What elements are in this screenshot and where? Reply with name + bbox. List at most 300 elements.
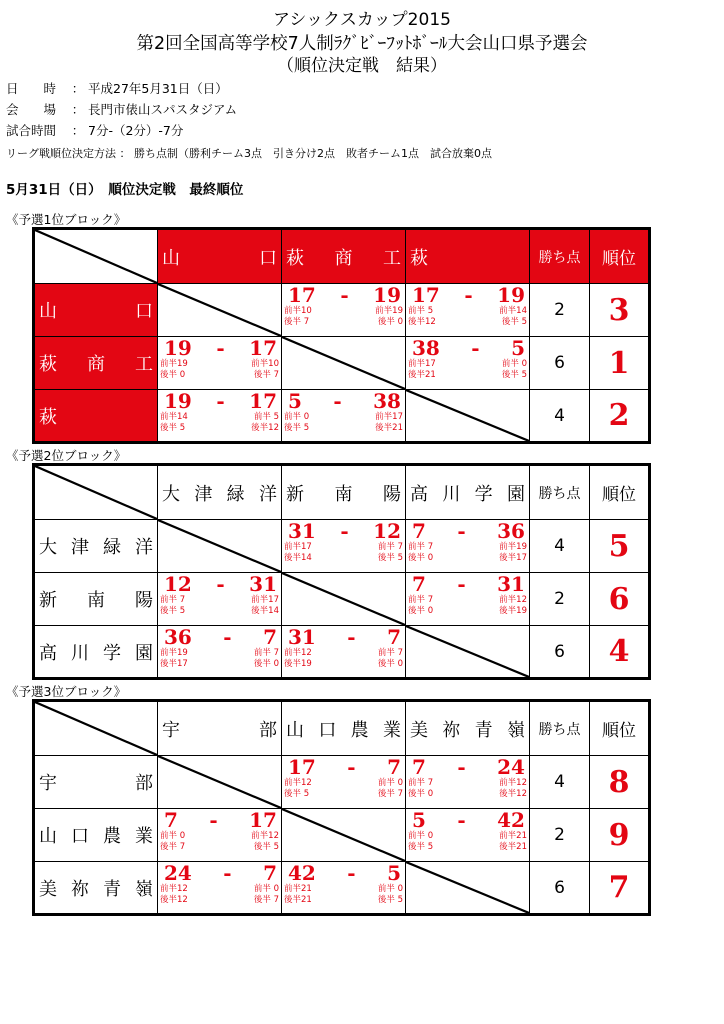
header-team-name: [282, 244, 405, 270]
self-match-cell: [282, 809, 406, 862]
second-half-against: 後半 7: [253, 370, 279, 380]
score-dash: -: [464, 283, 473, 307]
score-for: 36: [164, 625, 192, 649]
second-half-for: 後半 0: [408, 606, 434, 616]
header-team: [282, 701, 406, 756]
diagonal-line: [158, 284, 281, 336]
row-team: [34, 756, 158, 809]
table-row: [34, 284, 650, 337]
score-dash: -: [347, 625, 356, 649]
match-score: [158, 337, 282, 390]
info-venue-value: 長門市俵山スパスタジアム: [88, 102, 238, 117]
rank-value: 9: [590, 809, 650, 862]
score-line: [158, 337, 281, 359]
self-match-cell: [158, 284, 282, 337]
title-line-2: 第2回全国高等学校7人制ﾗｸﾞﾋﾞｰﾌｯﾄﾎﾞｰﾙ大会山口県予選会: [136, 34, 588, 54]
row-team-name: [35, 769, 157, 795]
score-against: 38: [373, 389, 401, 413]
first-half-line: [282, 306, 405, 317]
row-team-name: [35, 403, 157, 429]
score-line: [158, 862, 281, 884]
first-half-against: 前半 0: [377, 884, 403, 894]
first-half-for: 前半17: [408, 359, 436, 369]
score-line: [282, 390, 405, 412]
block-label: 《予選1位ブロック》: [6, 212, 127, 227]
second-half-for: 後半 7: [160, 842, 186, 852]
first-half-line: [282, 778, 405, 789]
header-team-char: 青: [474, 719, 493, 741]
rank-header: 順位: [590, 229, 650, 284]
first-half-line: [158, 412, 281, 423]
second-half-against: 後半14: [251, 606, 279, 616]
points-header: 勝ち点: [530, 701, 590, 756]
score-dash: -: [457, 572, 466, 596]
first-half-for: 前半19: [160, 359, 188, 369]
row-team: [34, 520, 158, 573]
second-half-against: 後半 5: [501, 370, 527, 380]
first-half-line: [406, 831, 529, 842]
header-team: [282, 465, 406, 520]
second-half-line: [158, 606, 281, 617]
second-half-line: [282, 659, 405, 670]
header-team-char: 山: [286, 719, 304, 741]
score-dash: -: [223, 861, 232, 885]
diagonal-line: [282, 809, 405, 861]
info-date-value: 平成27年5月31日（日）: [88, 81, 228, 96]
second-half-line: [406, 317, 529, 328]
score-against: 36: [497, 519, 525, 543]
score-line: [282, 284, 405, 306]
row-team-char: 農: [103, 826, 121, 847]
diagonal-line: [158, 756, 281, 808]
first-half-against: 前半19: [375, 306, 403, 316]
first-half-for: 前半 0: [408, 831, 434, 841]
row-team-char: 新: [39, 590, 57, 611]
first-half-for: 前半10: [284, 306, 312, 316]
first-half-for: 前半19: [160, 648, 188, 658]
match-score: [406, 520, 530, 573]
header-team: [406, 701, 530, 756]
header-team-char: 萩: [286, 247, 304, 269]
first-half-line: [406, 778, 529, 789]
first-half-for: 前半 7: [408, 595, 434, 605]
header-team-char: 新: [286, 483, 304, 505]
points-value: 4: [530, 520, 590, 573]
score-against: 31: [497, 572, 525, 596]
score-for: 38: [412, 336, 440, 360]
second-half-for: 後半21: [284, 895, 312, 905]
standings-table: [32, 227, 651, 444]
first-half-against: 前半 0: [377, 778, 403, 788]
diagonal-line: [406, 862, 529, 913]
second-half-against: 後半21: [375, 423, 403, 433]
match-score: [282, 626, 406, 679]
header-team-char: 業: [382, 719, 401, 741]
second-half-for: 後半 0: [408, 789, 434, 799]
table-row: [34, 390, 650, 443]
first-half-against: 前半 7: [377, 648, 403, 658]
score-for: 17: [412, 283, 440, 307]
info-time-value: 7分-（2分）-7分: [88, 123, 184, 138]
first-half-against: 前半 0: [253, 884, 279, 894]
row-team-char: 口: [135, 301, 153, 322]
first-half-line: [158, 595, 281, 606]
second-half-line: [406, 606, 529, 617]
first-half-for: 前半 7: [408, 778, 434, 788]
score-for: 7: [412, 519, 426, 543]
second-half-against: 後半 0: [377, 659, 403, 669]
match-score: [158, 626, 282, 679]
score-against: 17: [249, 336, 277, 360]
score-for: 19: [164, 389, 192, 413]
first-half-against: 前半17: [375, 412, 403, 422]
first-half-for: 前半12: [284, 648, 312, 658]
second-half-line: [158, 423, 281, 434]
header-team-char: 大: [162, 483, 180, 505]
score-line: [282, 626, 405, 648]
first-half-line: [406, 306, 529, 317]
header-team-char: 高: [410, 483, 428, 505]
info-date-key: 日 時: [6, 81, 57, 96]
self-match-cell: [406, 390, 530, 443]
score-for: 5: [288, 389, 302, 413]
first-half-line: [282, 412, 405, 423]
second-half-against: 後半 5: [253, 842, 279, 852]
score-line: [158, 573, 281, 595]
second-half-for: 後半14: [284, 553, 312, 563]
self-match-cell: [406, 862, 530, 915]
score-dash: -: [216, 336, 225, 360]
row-team: [34, 862, 158, 915]
row-team-char: 山: [39, 826, 57, 847]
header-team-char: 工: [383, 247, 401, 269]
row-team-name: [35, 350, 157, 376]
points-value: 4: [530, 756, 590, 809]
score-dash: -: [216, 389, 225, 413]
first-half-for: 前半12: [160, 884, 188, 894]
diagonal-line: [406, 626, 529, 677]
info-venue-sep: ：: [71, 102, 85, 117]
standings-table: [32, 699, 651, 916]
second-half-for: 後半12: [160, 895, 188, 905]
first-half-for: 前半17: [284, 542, 312, 552]
match-score: [282, 284, 406, 337]
score-for: 7: [412, 572, 426, 596]
first-half-against: 前半17: [251, 595, 279, 605]
header-team-char: 萩: [410, 247, 428, 269]
match-score: [406, 809, 530, 862]
first-half-for: 前半 0: [160, 831, 186, 841]
second-half-for: 後半 0: [160, 370, 186, 380]
score-for: 7: [164, 808, 178, 832]
header-team-name: [158, 244, 281, 270]
first-half-line: [406, 542, 529, 553]
header-team-char: 口: [318, 719, 337, 741]
second-half-for: 後半 7: [284, 317, 310, 327]
table-row: [34, 626, 650, 679]
row-team-name: [35, 297, 157, 323]
second-half-line: [406, 789, 529, 800]
score-against: 42: [497, 808, 525, 832]
second-half-against: 後半21: [499, 842, 527, 852]
second-half-for: 後半 0: [408, 553, 434, 563]
row-team-char: 南: [87, 590, 105, 611]
header-team-name: [282, 480, 405, 506]
title-line-1: アシックスカップ2015: [273, 10, 451, 30]
header-team: [406, 229, 530, 284]
league-rule: リーグ戦順位決定方法 ： 勝ち点制（勝利チーム3点 引き分け2点 敗者チーム1点 試合放棄0点: [6, 147, 492, 160]
first-half-line: [282, 648, 405, 659]
header-team-name: [282, 716, 405, 742]
rank-value: 5: [590, 520, 650, 573]
row-team-char: 萩: [39, 354, 57, 375]
header-team: [158, 229, 282, 284]
score-against: 19: [497, 283, 525, 307]
block-label: 《予選2位ブロック》: [6, 448, 127, 463]
header-team-char: 美: [410, 719, 428, 741]
row-team: [34, 626, 158, 679]
row-team-char: 嶺: [135, 878, 153, 900]
score-dash: -: [457, 755, 466, 779]
corner-cell: [34, 701, 158, 756]
score-line: [158, 390, 281, 412]
second-half-line: [406, 553, 529, 564]
first-half-against: 前半14: [499, 306, 527, 316]
score-against: 24: [497, 755, 525, 779]
score-dash: -: [347, 861, 356, 885]
diagonal-line: [282, 337, 405, 389]
diagonal-line: [406, 390, 529, 441]
header-team-name: [406, 716, 529, 742]
row-team-char: 園: [135, 642, 153, 664]
score-for: 31: [288, 519, 316, 543]
score-against: 19: [373, 283, 401, 307]
score-dash: -: [340, 519, 349, 543]
rank-value: 7: [590, 862, 650, 915]
score-dash: -: [471, 336, 480, 360]
match-score: [406, 756, 530, 809]
row-team-name: [35, 822, 157, 848]
info-time-key: 試合時間: [6, 123, 57, 138]
second-half-for: 後半21: [408, 370, 436, 380]
second-half-line: [158, 895, 281, 906]
table-row: [34, 520, 650, 573]
second-half-against: 後半17: [499, 553, 527, 563]
header-team-char: 部: [259, 719, 277, 741]
table-row: [34, 809, 650, 862]
second-half-against: 後半 5: [377, 895, 403, 905]
score-for: 19: [164, 336, 192, 360]
first-half-line: [158, 884, 281, 895]
first-half-line: [158, 831, 281, 842]
first-half-against: 前半 7: [377, 542, 403, 552]
header-team-char: 祢: [442, 719, 461, 741]
points-value: 4: [530, 390, 590, 443]
rank-value: 3: [590, 284, 650, 337]
match-score: [158, 809, 282, 862]
rank-value: 8: [590, 756, 650, 809]
first-half-against: 前半 7: [253, 648, 279, 658]
second-half-against: 後半12: [251, 423, 279, 433]
second-half-line: [282, 317, 405, 328]
second-half-for: 後半19: [284, 659, 312, 669]
table-row: [34, 337, 650, 390]
second-half-line: [158, 659, 281, 670]
first-half-against: 前半12: [251, 831, 279, 841]
row-team-char: 高: [39, 642, 57, 664]
score-for: 24: [164, 861, 192, 885]
header-team-char: 津: [194, 483, 213, 505]
points-value: 6: [530, 862, 590, 915]
second-half-for: 後半12: [408, 317, 436, 327]
score-line: [282, 756, 405, 778]
header-team-char: 緑: [226, 483, 245, 505]
row-team-char: 洋: [135, 537, 153, 558]
rank-value: 6: [590, 573, 650, 626]
match-score: [406, 337, 530, 390]
second-half-against: 後半 7: [377, 789, 403, 799]
score-against: 5: [387, 861, 401, 885]
self-match-cell: [158, 756, 282, 809]
first-half-line: [406, 595, 529, 606]
header-team-name: [406, 244, 529, 270]
block-label: 《予選3位ブロック》: [6, 684, 127, 699]
match-score: [282, 390, 406, 443]
score-dash: -: [457, 808, 466, 832]
score-line: [406, 520, 529, 542]
rank-value: 1: [590, 337, 650, 390]
score-line: [158, 626, 281, 648]
first-half-line: [158, 648, 281, 659]
second-half-line: [406, 370, 529, 381]
points-value: 2: [530, 809, 590, 862]
info-venue-key: 会 場: [6, 102, 57, 117]
header-team: [158, 465, 282, 520]
diagonal-line: [158, 520, 281, 572]
score-line: [282, 520, 405, 542]
first-half-against: 前半 0: [501, 359, 527, 369]
corner-cell: [34, 465, 158, 520]
score-for: 5: [412, 808, 426, 832]
second-half-against: 後半 5: [501, 317, 527, 327]
rank-value: 4: [590, 626, 650, 679]
score-for: 31: [288, 625, 316, 649]
row-team-char: 工: [135, 354, 153, 375]
row-team-char: 業: [135, 826, 153, 847]
first-half-for: 前半 7: [408, 542, 434, 552]
match-score: [282, 756, 406, 809]
table-row: [34, 756, 650, 809]
row-team-char: 祢: [71, 878, 89, 900]
row-team-char: 山: [39, 301, 57, 322]
header-team-char: 南: [334, 483, 353, 505]
row-team-char: 美: [39, 878, 57, 900]
score-line: [406, 284, 529, 306]
score-for: 42: [288, 861, 316, 885]
header-team: [158, 701, 282, 756]
header-team-char: 農: [350, 719, 369, 741]
score-dash: -: [457, 519, 466, 543]
match-score: [158, 862, 282, 915]
header-team-name: [158, 716, 281, 742]
score-against: 12: [373, 519, 401, 543]
score-against: 31: [249, 572, 277, 596]
first-half-against: 前半12: [499, 595, 527, 605]
header-team: [282, 229, 406, 284]
header-team-char: 宇: [162, 719, 180, 741]
diagonal-line: [35, 702, 157, 755]
info-time-sep: ：: [71, 123, 85, 138]
second-half-line: [282, 789, 405, 800]
row-team-char: 部: [135, 773, 153, 794]
score-for: 17: [288, 283, 316, 307]
points-value: 6: [530, 626, 590, 679]
second-half-against: 後半 5: [377, 553, 403, 563]
score-line: [406, 756, 529, 778]
row-team: [34, 573, 158, 626]
row-team-char: 緑: [103, 537, 121, 558]
second-half-line: [406, 842, 529, 853]
info-venue: [6, 101, 237, 119]
title-line-3: （順位決定戦 結果）: [277, 56, 447, 76]
row-team-name: [35, 533, 157, 559]
header-team: [406, 465, 530, 520]
row-team-char: 商: [87, 354, 105, 375]
match-score: [282, 520, 406, 573]
second-half-against: 後半 0: [253, 659, 279, 669]
second-half-against: 後半12: [499, 789, 527, 799]
first-half-line: [282, 542, 405, 553]
match-score: [406, 573, 530, 626]
score-against: 5: [511, 336, 525, 360]
row-team-char: 川: [71, 642, 89, 664]
second-half-line: [282, 553, 405, 564]
score-line: [406, 809, 529, 831]
header-team-char: 山: [162, 247, 180, 269]
score-line: [406, 573, 529, 595]
second-half-for: 後半 5: [284, 423, 310, 433]
first-half-against: 前半12: [499, 778, 527, 788]
rank-header: 順位: [590, 701, 650, 756]
points-header: 勝ち点: [530, 229, 590, 284]
second-half-line: [282, 423, 405, 434]
score-dash: -: [216, 572, 225, 596]
rank-value: 2: [590, 390, 650, 443]
second-half-against: 後半 7: [253, 895, 279, 905]
header-team-char: 口: [259, 247, 277, 269]
points-value: 2: [530, 284, 590, 337]
first-half-against: 前半 5: [253, 412, 279, 422]
row-team: [34, 337, 158, 390]
self-match-cell: [406, 626, 530, 679]
score-against: 17: [249, 389, 277, 413]
row-team-name: [35, 586, 157, 612]
row-team: [34, 390, 158, 443]
first-half-for: 前半21: [284, 884, 312, 894]
subtitle: 5月31日（日） 順位決定戦 最終順位: [6, 182, 244, 198]
first-half-for: 前半12: [284, 778, 312, 788]
first-half-for: 前半 0: [284, 412, 310, 422]
points-value: 2: [530, 573, 590, 626]
info-date: [6, 80, 228, 98]
header-team-char: 園: [506, 483, 525, 505]
second-half-line: [158, 842, 281, 853]
row-team-char: 青: [103, 878, 121, 900]
score-line: [158, 809, 281, 831]
corner-cell: [34, 229, 158, 284]
row-team-name: [35, 875, 157, 901]
header-team-char: 洋: [258, 483, 277, 505]
